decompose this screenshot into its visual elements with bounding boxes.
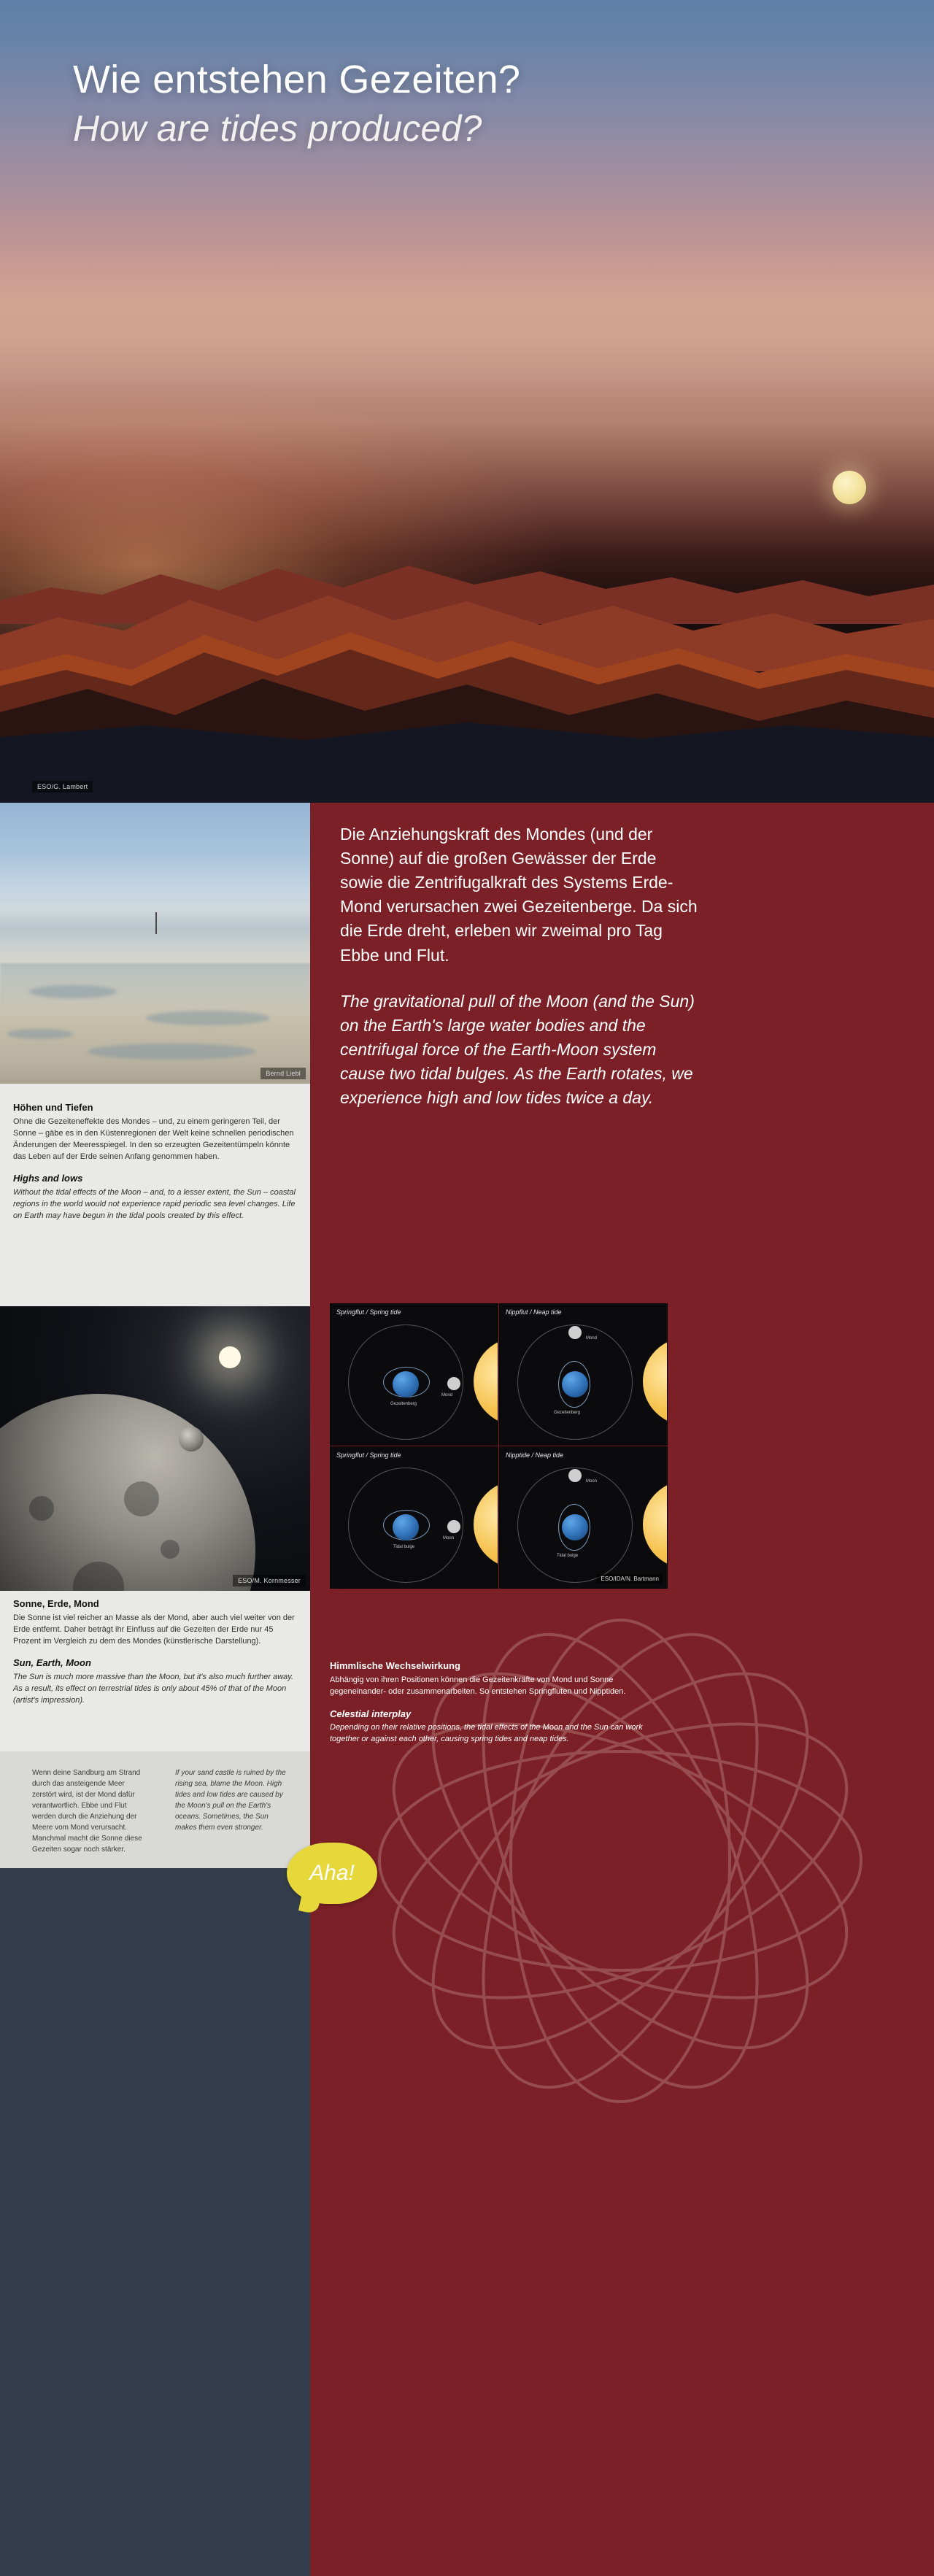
- distant-mast: [155, 912, 157, 934]
- foreground-dark: [0, 715, 934, 803]
- caption-title-en: Celestial interplay: [330, 1708, 412, 1719]
- diagram-label: Springflut / Spring tide: [336, 1308, 401, 1316]
- caption-title-en: Sun, Earth, Moon: [13, 1657, 91, 1668]
- caption-title-de: Sonne, Erde, Mond: [13, 1598, 99, 1609]
- caption-sun-earth-moon: [13, 1598, 298, 1707]
- caption-title-de: Höhen und Tiefen: [13, 1102, 93, 1113]
- tidal-pool: [29, 985, 117, 998]
- moon-icon: [568, 1326, 582, 1339]
- caption-title-de: Himmlische Wechselwirkung: [330, 1660, 460, 1671]
- diagram-label: Springflut / Spring tide: [336, 1451, 401, 1459]
- caption-celestial-interplay: [330, 1660, 644, 1746]
- diagram-label: Nippflut / Neap tide: [506, 1308, 562, 1316]
- hero-title-en: How are tides produced?: [73, 107, 482, 149]
- sun-icon: [474, 1338, 498, 1425]
- small-moon-body: [179, 1427, 204, 1451]
- earth-icon: [393, 1514, 419, 1540]
- lower-left-panel: [0, 1824, 310, 2576]
- tidal-pool: [88, 1044, 255, 1060]
- tidal-pool: [146, 1011, 270, 1025]
- sandcastle-text-en: If your sand castle is ruined by the rising sea, blame the Moon. High tides and low tides are caused by the Moon's pull on the Earth's oceans. Sometimes, the Sun makes them even stronger.: [175, 1769, 286, 1832]
- moon-icon: [568, 1469, 582, 1482]
- lower-right-panel: [310, 1824, 934, 2576]
- lead-text-en: The gravitational pull of the Moon (and the Sun) on the Earth's large water bodies and the centrifugal force of the Earth-Moon system cause two tidal bulges. As the Earth rotates, we experience high and low tides twice a day.: [340, 991, 695, 1108]
- sun-icon: [643, 1338, 668, 1425]
- lead-text-block: [340, 822, 698, 1110]
- moon-photo-credit: ESO/M. Kornmesser: [233, 1575, 306, 1586]
- aha-badge: [287, 1843, 377, 1904]
- beach-photo-credit: Bernd Liebl: [260, 1068, 306, 1079]
- caption-text-de: Ohne die Gezeiteneffekte des Mondes – und, zu einem geringeren Teil, der Sonne – gäbe es in den Küstenregionen der Welt keine schnellen periodischen Änderungen der Meeresspiegel. In den so erzeugten Gezeitentümpeln könnte das Leben auf der Erde seinen Anfang genommen haben.: [13, 1117, 294, 1161]
- horizon-haze: [0, 314, 934, 555]
- aha-label: Aha!: [309, 1861, 355, 1885]
- diagram-neap-tide-de: Nippflut / Neap tide Mond Gezeitenberg: [499, 1303, 668, 1446]
- tide-diagram-panel: [330, 1303, 668, 1588]
- caption-text-de: Abhängig von ihren Positionen können die Gezeitenkräfte von Mond und Sonne gegeneinander- oder zusammenarbeiten. So entstehen Springfluten und Nipptiden.: [330, 1675, 626, 1696]
- caption-text-en: Depending on their relative positions, the tidal effects of the Moon and the Sun can work together or against each other, causing spring tides and neap tides.: [330, 1722, 643, 1743]
- caption-text-en: Without the tidal effects of the Moon – and, to a lesser extent, the Sun – coastal regions in the world would not experience rapid periodic sea level changes. Life on Earth may have begun in the tidal pools created by this effect.: [13, 1187, 296, 1220]
- hero-title-de: Wie entstehen Gezeiten?: [73, 58, 521, 101]
- large-moon-body: [0, 1394, 255, 1591]
- caption-highs-and-lows: [13, 1102, 298, 1222]
- earth-icon: [393, 1371, 419, 1397]
- moon-icon: [447, 1520, 460, 1533]
- diagram-spring-tide-de: Springflut / Spring tide Gezeitenberg Mond: [330, 1303, 498, 1446]
- moon-in-sky-icon: [833, 471, 866, 504]
- caption-title-en: Highs and lows: [13, 1172, 83, 1184]
- diagram-spring-tide-en: Springflut / Spring tide Tidal bulge Moon: [330, 1446, 498, 1589]
- diagram-credit: ESO/IDA/N. Bartmann: [597, 1574, 663, 1584]
- hero-credit: ESO/G. Lambert: [32, 781, 93, 793]
- beach-photo: [0, 803, 310, 1084]
- lead-text-de: Die Anziehungskraft des Mondes (und der Sonne) auf die großen Gewässer der Erde sowie die Zentrifugalkraft des Systems Erde-Mond verursachen zwei Gezeitenberge. Da sich die Erde dreht, erleben wir zweimal pro Tag Ebbe und Flut.: [340, 825, 698, 965]
- earth-icon: [562, 1514, 588, 1540]
- moon-icon: [447, 1377, 460, 1390]
- diagram-label: Nipptide / Neap tide: [506, 1451, 564, 1459]
- sandcastle-text-de: Wenn deine Sandburg am Strand durch das ansteigende Meer zerstört wird, ist der Mond dafür verantwortlich. Ebbe und Flut werden durch die Anziehung der Meere vom Mond verursacht. Manchmal macht die Sonne diese Gezeiten sogar noch stärker.: [32, 1769, 142, 1854]
- moon-earth-photo: [0, 1306, 310, 1591]
- caption-text-de: Die Sonne ist viel reicher an Masse als der Mond, aber auch viel weiter von der Erde entfernt. Daher beträgt ihr Einfluss auf die Gezeiten der Erde nur 45 Prozent im Vergleich zu dem des Mondes (künstlerische Darstellung).: [13, 1613, 295, 1646]
- sun-glare-icon: [219, 1346, 241, 1368]
- caption-text-en: The Sun is much more massive than the Moon, but it's also much further away. As a result, its effect on terrestrial tides is only about 45% of that of the Moon (artist's impression).: [13, 1672, 294, 1705]
- hero-title-block: [73, 57, 520, 150]
- earth-icon: [562, 1371, 588, 1397]
- sun-icon: [474, 1481, 498, 1568]
- sandcastle-box: [0, 1751, 310, 1868]
- diagram-neap-tide-en: Nipptide / Neap tide Moon Tidal bulge: [499, 1446, 668, 1589]
- sun-icon: [643, 1481, 668, 1568]
- hero-image: [0, 0, 934, 803]
- tidal-pool: [7, 1029, 73, 1039]
